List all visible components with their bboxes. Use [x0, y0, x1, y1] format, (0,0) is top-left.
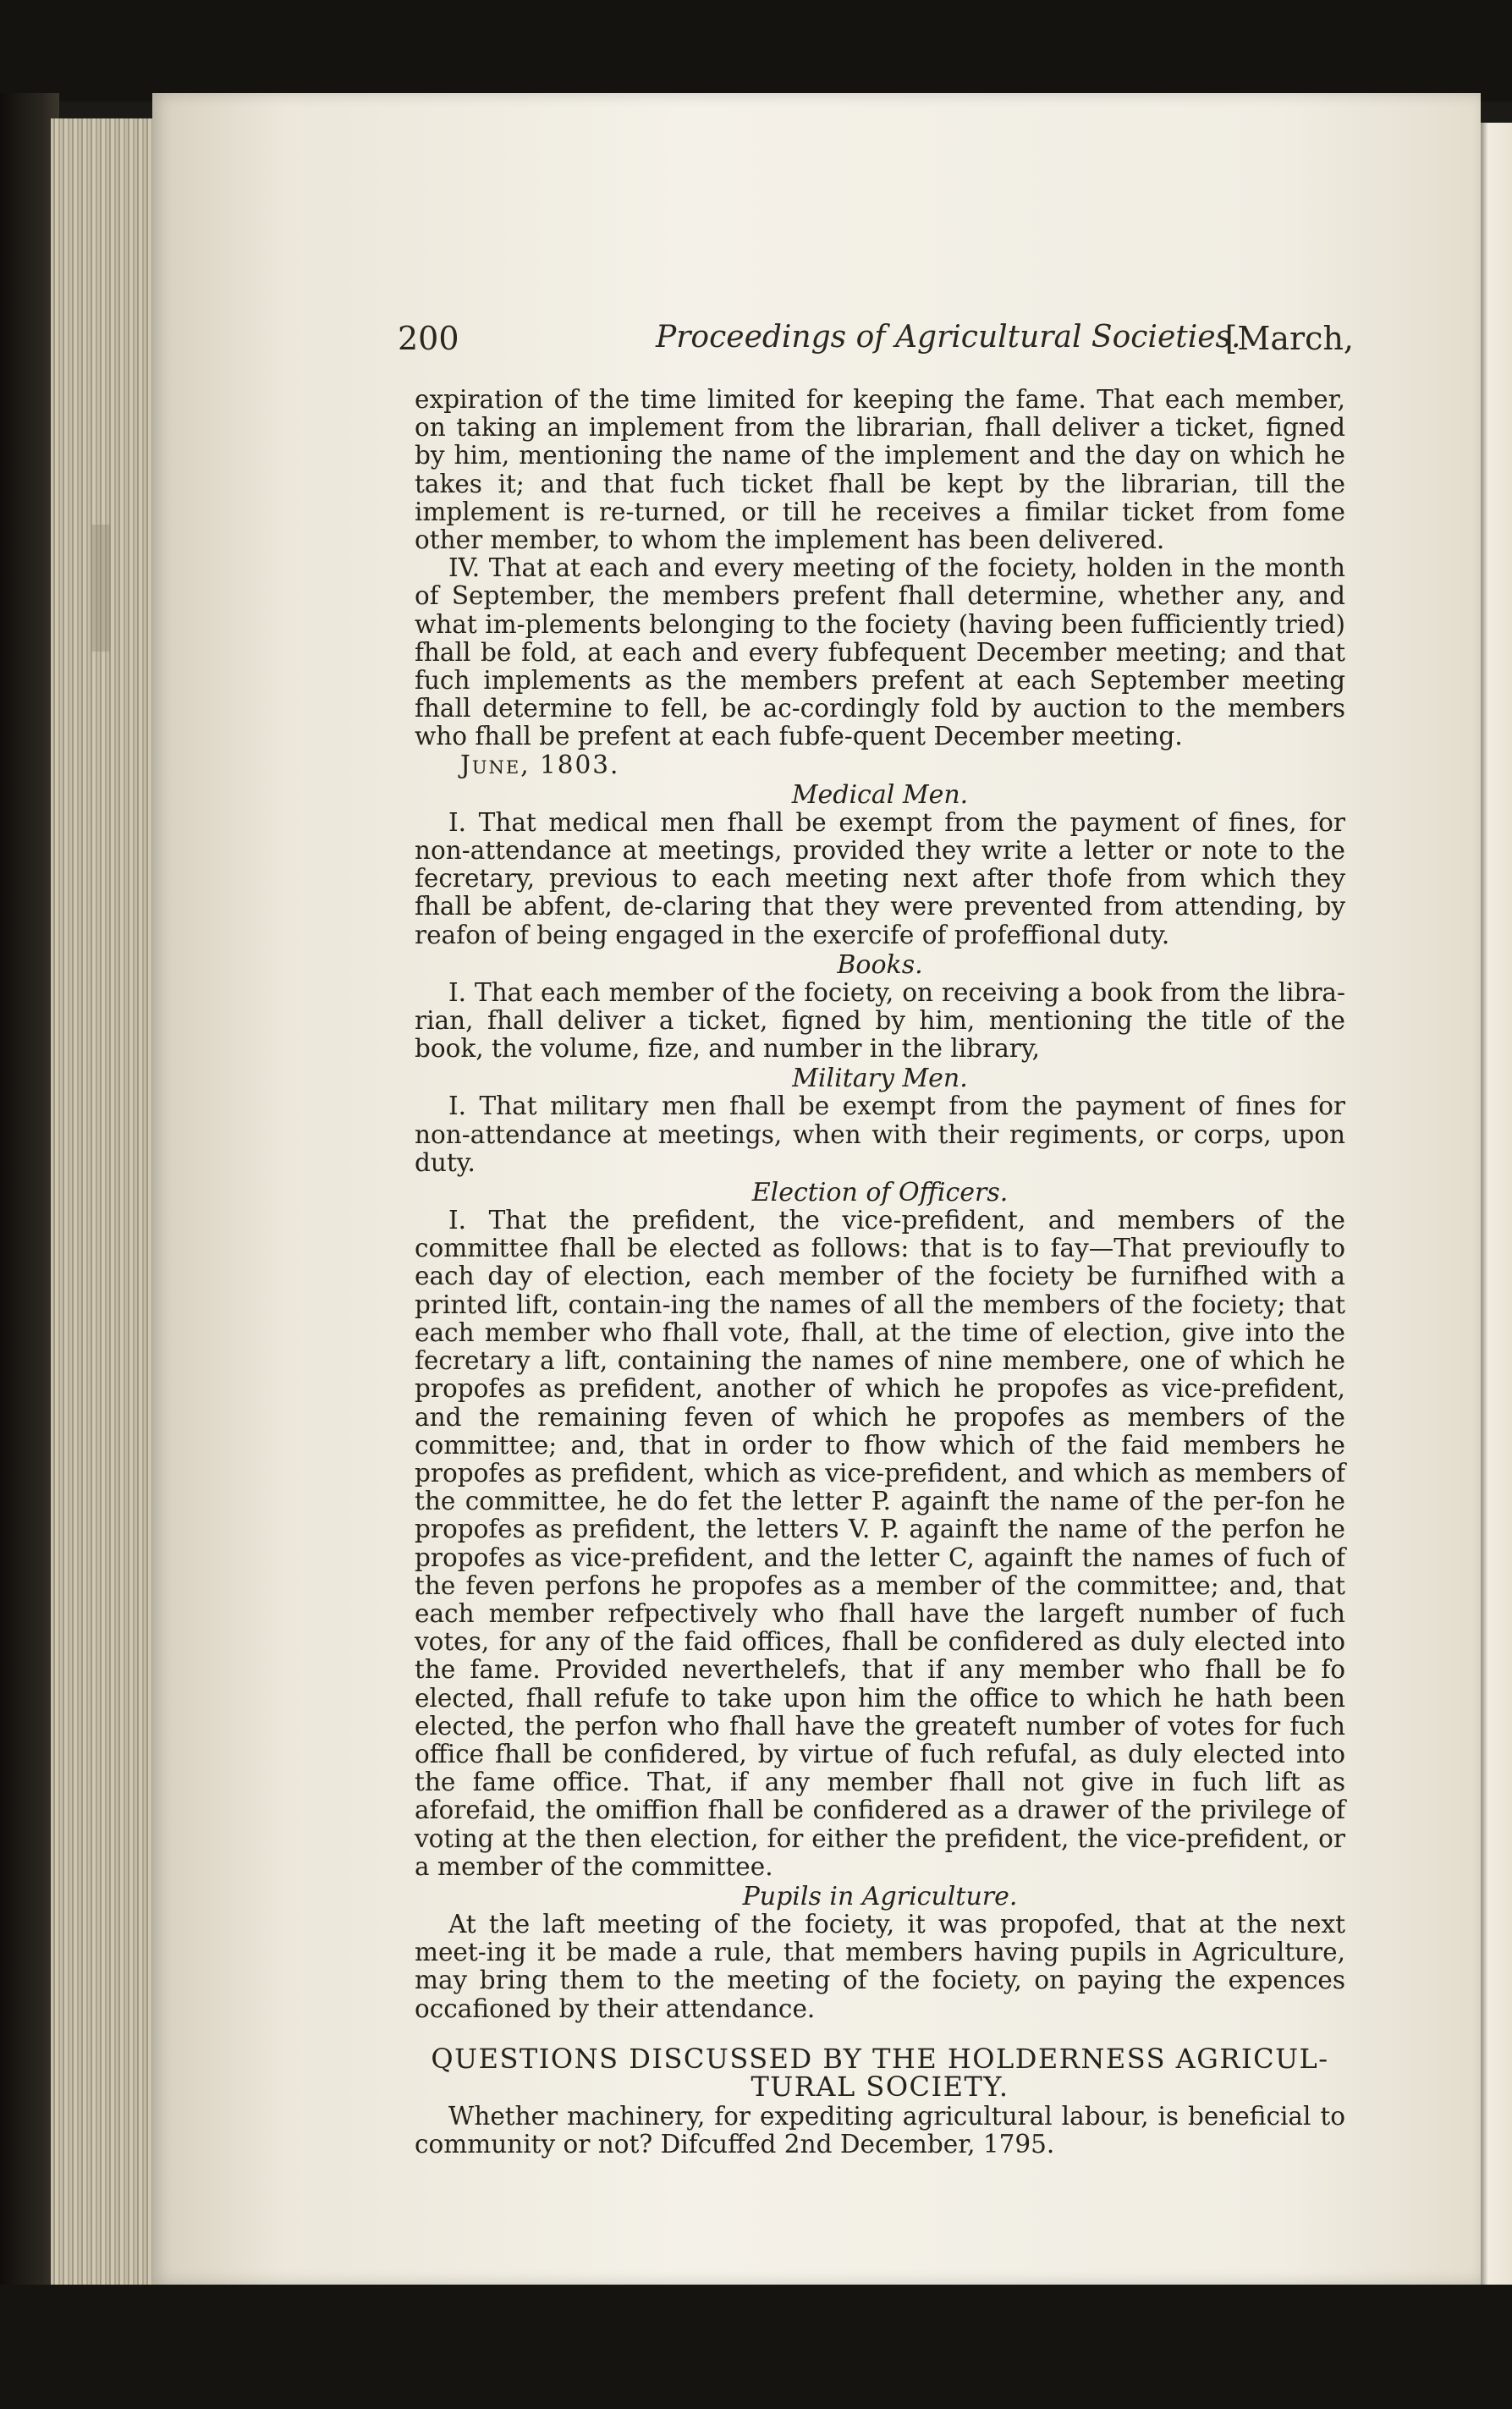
paragraph-iv: IV. That at each and every meeting of the fociety, holden in the month of September, the members prefent fhall determine, whether any, and what im-plements belonging to the fociety (having been fufficiently tried) fhall be fold, at each and every fubfequent December meeting; and that fuch implements as the members prefent at each September meeting fhall determine to fell, be ac-cordingly fold by auction to the members who fhall be prefent at each fubfe-quent December meeting.	[415, 553, 1345, 751]
section-heading-books: Books.	[837, 949, 923, 980]
page-header	[398, 320, 1354, 371]
date-line: June, 1803.	[460, 750, 620, 779]
header-month: [March,	[1224, 320, 1354, 357]
medical-men-rule: I. That medical men fhall be exempt from the payment of fines, for non-attendance at meetings, provided they write a letter or note to the fecretary, previous to each meeting next after thofe from which they fhall be abfent, de-claring that they were prevented from attending, by reafon of being engaged in the exercife of profeffional duty.	[415, 807, 1345, 949]
questions-heading: QUESTIONS DISCUSSED BY THE HOLDERNESS AGRICUL-TURAL SOCIETY.	[431, 2042, 1329, 2103]
section-heading-pupils-in-agriculture: Pupils in Agriculture.	[742, 1881, 1018, 1911]
page-body	[415, 386, 1345, 2159]
continuation-paragraph: expiration of the time limited for keeping the fame. That each member, on taking an implement from the librarian, fhall deliver a ticket, figned by him, mentioning the name of the implement and the day on which he takes it; and that fuch ticket fhall be kept by the librarian, till the implement is re-turned, or till he receives a fimilar ticket from fome other member, to whom the implement has been delivered.	[415, 385, 1345, 555]
section-heading-election-of-officers: Election of Officers.	[751, 1178, 1009, 1208]
question-paragraph: Whether machinery, for expediting agricultural labour, is beneficial to community or not? Difcuffed 2nd December, 1795.	[415, 2101, 1345, 2159]
scan-background-bottom	[0, 2285, 1512, 2409]
pupils-paragraph: At the laft meeting of the fociety, it was propofed, that at the next meet-ing it be made a rule, that members having pupils in Agriculture, may bring them to the meeting of the fociety, on paying the expences occafioned by their attendance.	[415, 1909, 1345, 2023]
section-heading-military-men: Military Men.	[792, 1064, 968, 1094]
binding-mark	[91, 525, 110, 652]
books-rule: I. That each member of the fociety, on receiving a book from the libra-rian, fhall deliver a ticket, figned by him, mentioning the title of the book, the volume, fize, and number in the library,	[415, 977, 1345, 1064]
page-edges-gutter	[51, 118, 161, 2285]
running-title: Proceedings of Agricultural Societies.	[656, 320, 1241, 355]
page-number: 200	[398, 320, 459, 357]
scan-background-top	[0, 0, 1512, 102]
election-rule: I. That the prefident, the vice-prefident, and members of the committee fhall be elected as follows: that is to fay—That previoufly to each day of election, each member of the fociety be furnifhed with a printed lift, contain-ing the names of all the members of the fociety; that each member who fhall vote, fhall, at the time of election, give into the fecretary a lift, containing the names of nine membere, one of which he propofes as prefident, another of which he propofes as vice-prefident, and the remaining feven of which he propofes as members of the committee; and, that in order to fhow which of the faid members he propofes as prefident, which as vice-prefident, and which as members of the committee, he do fet the letter P. againft the name of the per-fon he propofes as prefident, the letters V. P. againft the name of the perfon he propofes as vice-prefident, and the letter C, againft the names of fuch of the feven perfons he propofes as a member of the committee; and, that each member refpectively who fhall have the largeft number of fuch votes, for any of the faid offices, fhall be confidered as duly elected into the fame. Provided neverthelefs, that if any member who fhall be fo elected, fhall refufe to take upon him the office to which he hath been elected, the perfon who fhall have the greateft number of votes for fuch office fhall be confidered, by virtue of fuch refufal, as duly elected into the fame office. That, if any member fhall not give in fuch lift as aforefaid, the omiffion fhall be confidered as a drawer of the privilege of voting at the then election, for either the prefident, the vice-prefident, or a member of the committee.	[415, 1206, 1345, 1881]
military-men-rule: I. That military men fhall be exempt from the payment of fines for non-attendance at meetings, when with their regiments, or corps, upon duty.	[415, 1092, 1345, 1177]
section-heading-medical-men: Medical Men.	[791, 779, 969, 810]
